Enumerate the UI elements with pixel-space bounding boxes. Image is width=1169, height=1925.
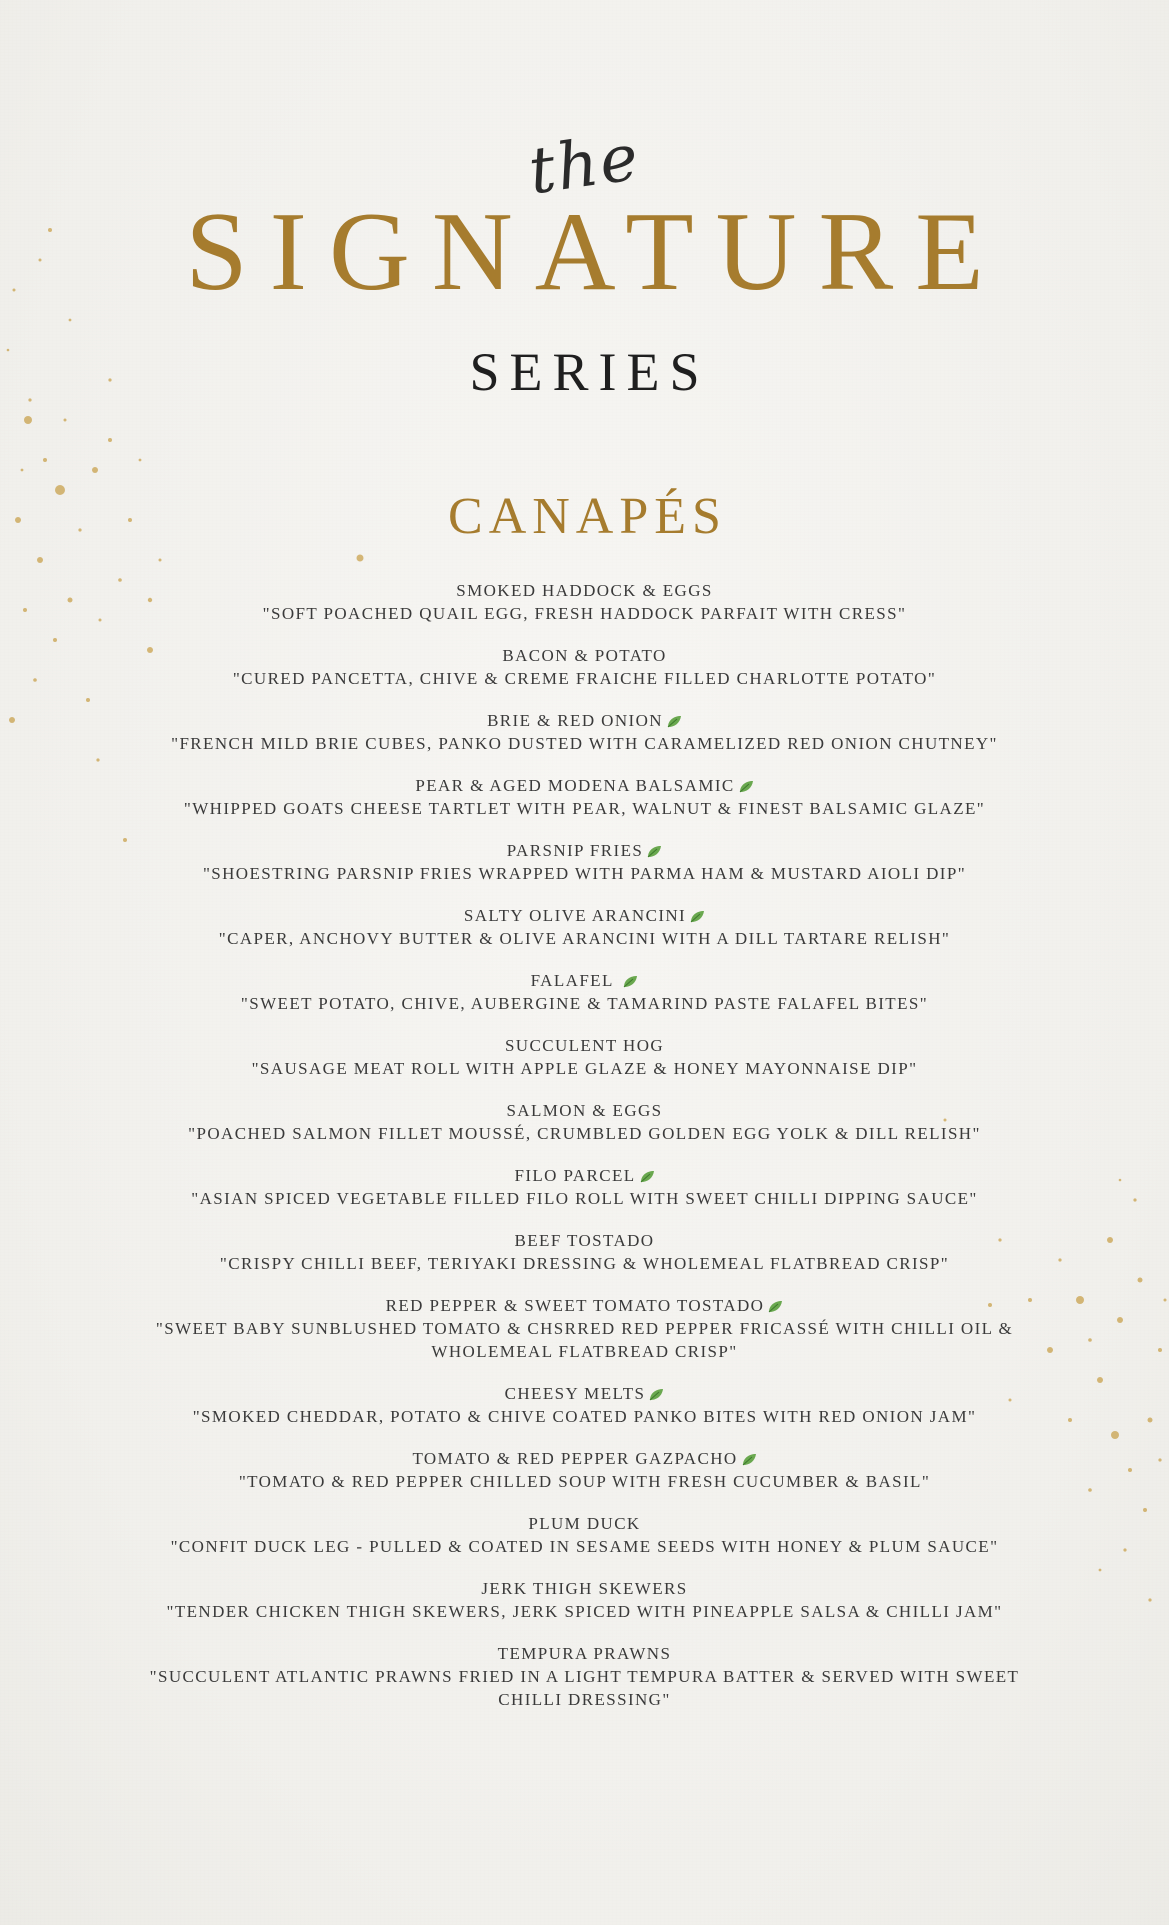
menu-item-name: SUCCULENT HOG bbox=[504, 1036, 665, 1055]
menu-item-description: "SWEET BABY SUNBLUSHED TOMATO & CHSRRED RED PEPPER FRICASSÉ WITH CHILLI OIL & WHOLEMEAL FLATBREAD CRISP" bbox=[155, 1319, 1014, 1361]
menu-item-description: "POACHED SALMON FILLET MOUSSÉ, CRUMBLED GOLDEN EGG YOLK & DILL RELISH" bbox=[188, 1124, 981, 1143]
menu-item-description: "CURED PANCETTA, CHIVE & CREME FRAICHE FILLED CHARLOTTE POTATO" bbox=[232, 669, 937, 688]
menu-item-description: "CONFIT DUCK LEG - PULLED & COATED IN SESAME SEEDS WITH HONEY & PLUM SAUCE" bbox=[170, 1537, 999, 1556]
page-title: SIGNATURE bbox=[185, 190, 1006, 314]
menu-item-name: BEEF TOSTADO bbox=[514, 1231, 655, 1250]
menu-item bbox=[130, 905, 1039, 950]
menu-item bbox=[130, 1230, 1039, 1275]
page-subtitle: SERIES bbox=[469, 342, 710, 402]
menu-item bbox=[130, 710, 1039, 755]
vegetarian-leaf-icon bbox=[648, 1388, 664, 1402]
menu-item-name: SMOKED HADDOCK & EGGS bbox=[456, 581, 713, 600]
menu-item-description: "FRENCH MILD BRIE CUBES, PANKO DUSTED WITH CARAMELIZED RED ONION CHUTNEY" bbox=[171, 734, 998, 753]
menu-item-description: "TOMATO & RED PEPPER CHILLED SOUP WITH FRESH CUCUMBER & BASIL" bbox=[238, 1472, 931, 1491]
menu-item bbox=[130, 1578, 1039, 1623]
menu-item-name: BACON & POTATO bbox=[502, 646, 667, 665]
menu-item-description: "TENDER CHICKEN THIGH SKEWERS, JERK SPICED WITH PINEAPPLE SALSA & CHILLI JAM" bbox=[166, 1602, 1003, 1621]
vegetarian-leaf-icon bbox=[646, 845, 662, 859]
menu-item-description: "SAUSAGE MEAT ROLL WITH APPLE GLAZE & HONEY MAYONNAISE DIP" bbox=[251, 1059, 918, 1078]
vegetarian-leaf-icon bbox=[622, 975, 638, 989]
menu-item-name: PLUM DUCK bbox=[528, 1514, 641, 1533]
menu-item-name: BRIE & RED ONION bbox=[130, 710, 1039, 732]
section-title: CANAPÉS bbox=[448, 488, 727, 545]
menu-item bbox=[130, 970, 1039, 1015]
menu-item bbox=[130, 1383, 1039, 1428]
menu-item-name: PEAR & AGED MODENA BALSAMIC bbox=[130, 775, 1039, 797]
menu-item bbox=[130, 775, 1039, 820]
vegetarian-leaf-icon bbox=[767, 1300, 783, 1314]
menu-item-name: TOMATO & RED PEPPER GAZPACHO bbox=[130, 1448, 1039, 1470]
menu-item bbox=[130, 1513, 1039, 1558]
menu-item bbox=[130, 1035, 1039, 1080]
header-script-word: the bbox=[524, 120, 645, 210]
menu-item-name: CHEESY MELTS bbox=[130, 1383, 1039, 1405]
menu-item-description: "SMOKED CHEDDAR, POTATO & CHIVE COATED PANKO BITES WITH RED ONION JAM" bbox=[192, 1407, 977, 1426]
menu-item-description: "ASIAN SPICED VEGETABLE FILLED FILO ROLL WITH SWEET CHILLI DIPPING SAUCE" bbox=[191, 1189, 978, 1208]
menu-item bbox=[130, 580, 1039, 625]
menu-item-description: "SOFT POACHED QUAIL EGG, FRESH HADDOCK PARFAIT WITH CRESS" bbox=[262, 604, 907, 623]
menu-item-name: PARSNIP FRIES bbox=[130, 840, 1039, 862]
menu-item bbox=[130, 1165, 1039, 1210]
menu-item-name: JERK THIGH SKEWERS bbox=[481, 1579, 688, 1598]
vegetarian-leaf-icon bbox=[666, 715, 682, 729]
vegetarian-leaf-icon bbox=[689, 910, 705, 924]
vegetarian-leaf-icon bbox=[738, 780, 754, 794]
menu-item-description: "SWEET POTATO, CHIVE, AUBERGINE & TAMARIND PASTE FALAFEL BITES" bbox=[240, 994, 929, 1013]
menu-item-description: "WHIPPED GOATS CHEESE TARTLET WITH PEAR, WALNUT & FINEST BALSAMIC GLAZE" bbox=[183, 799, 986, 818]
menu-item-name: SALTY OLIVE ARANCINI bbox=[130, 905, 1039, 927]
menu-item bbox=[130, 1643, 1039, 1711]
menu-item-description: "CRISPY CHILLI BEEF, TERIYAKI DRESSING & WHOLEMEAL FLATBREAD CRISP" bbox=[219, 1254, 950, 1273]
menu-item-name: RED PEPPER & SWEET TOMATO TOSTADO bbox=[130, 1295, 1039, 1317]
menu-item-description: "SUCCULENT ATLANTIC PRAWNS FRIED IN A LIGHT TEMPURA BATTER & SERVED WITH SWEET CHILLI DRESSING" bbox=[149, 1667, 1020, 1709]
menu-item bbox=[130, 840, 1039, 885]
menu-item bbox=[130, 1100, 1039, 1145]
menu-item bbox=[130, 1448, 1039, 1493]
menu-item-name: FALAFEL bbox=[130, 970, 1039, 992]
menu-item-description: "SHOESTRING PARSNIP FRIES WRAPPED WITH PARMA HAM & MUSTARD AIOLI DIP" bbox=[202, 864, 967, 883]
menu-item-name: SALMON & EGGS bbox=[506, 1101, 663, 1120]
vegetarian-leaf-icon bbox=[741, 1453, 757, 1467]
menu-item bbox=[130, 645, 1039, 690]
menu-item-name: FILO PARCEL bbox=[130, 1165, 1039, 1187]
menu-item-description: "CAPER, ANCHOVY BUTTER & OLIVE ARANCINI WITH A DILL TARTARE RELISH" bbox=[218, 929, 951, 948]
vegetarian-leaf-icon bbox=[639, 1170, 655, 1184]
menu-item-name: TEMPURA PRAWNS bbox=[497, 1644, 672, 1663]
menu-item bbox=[130, 1295, 1039, 1363]
menu-list bbox=[130, 580, 1039, 1731]
